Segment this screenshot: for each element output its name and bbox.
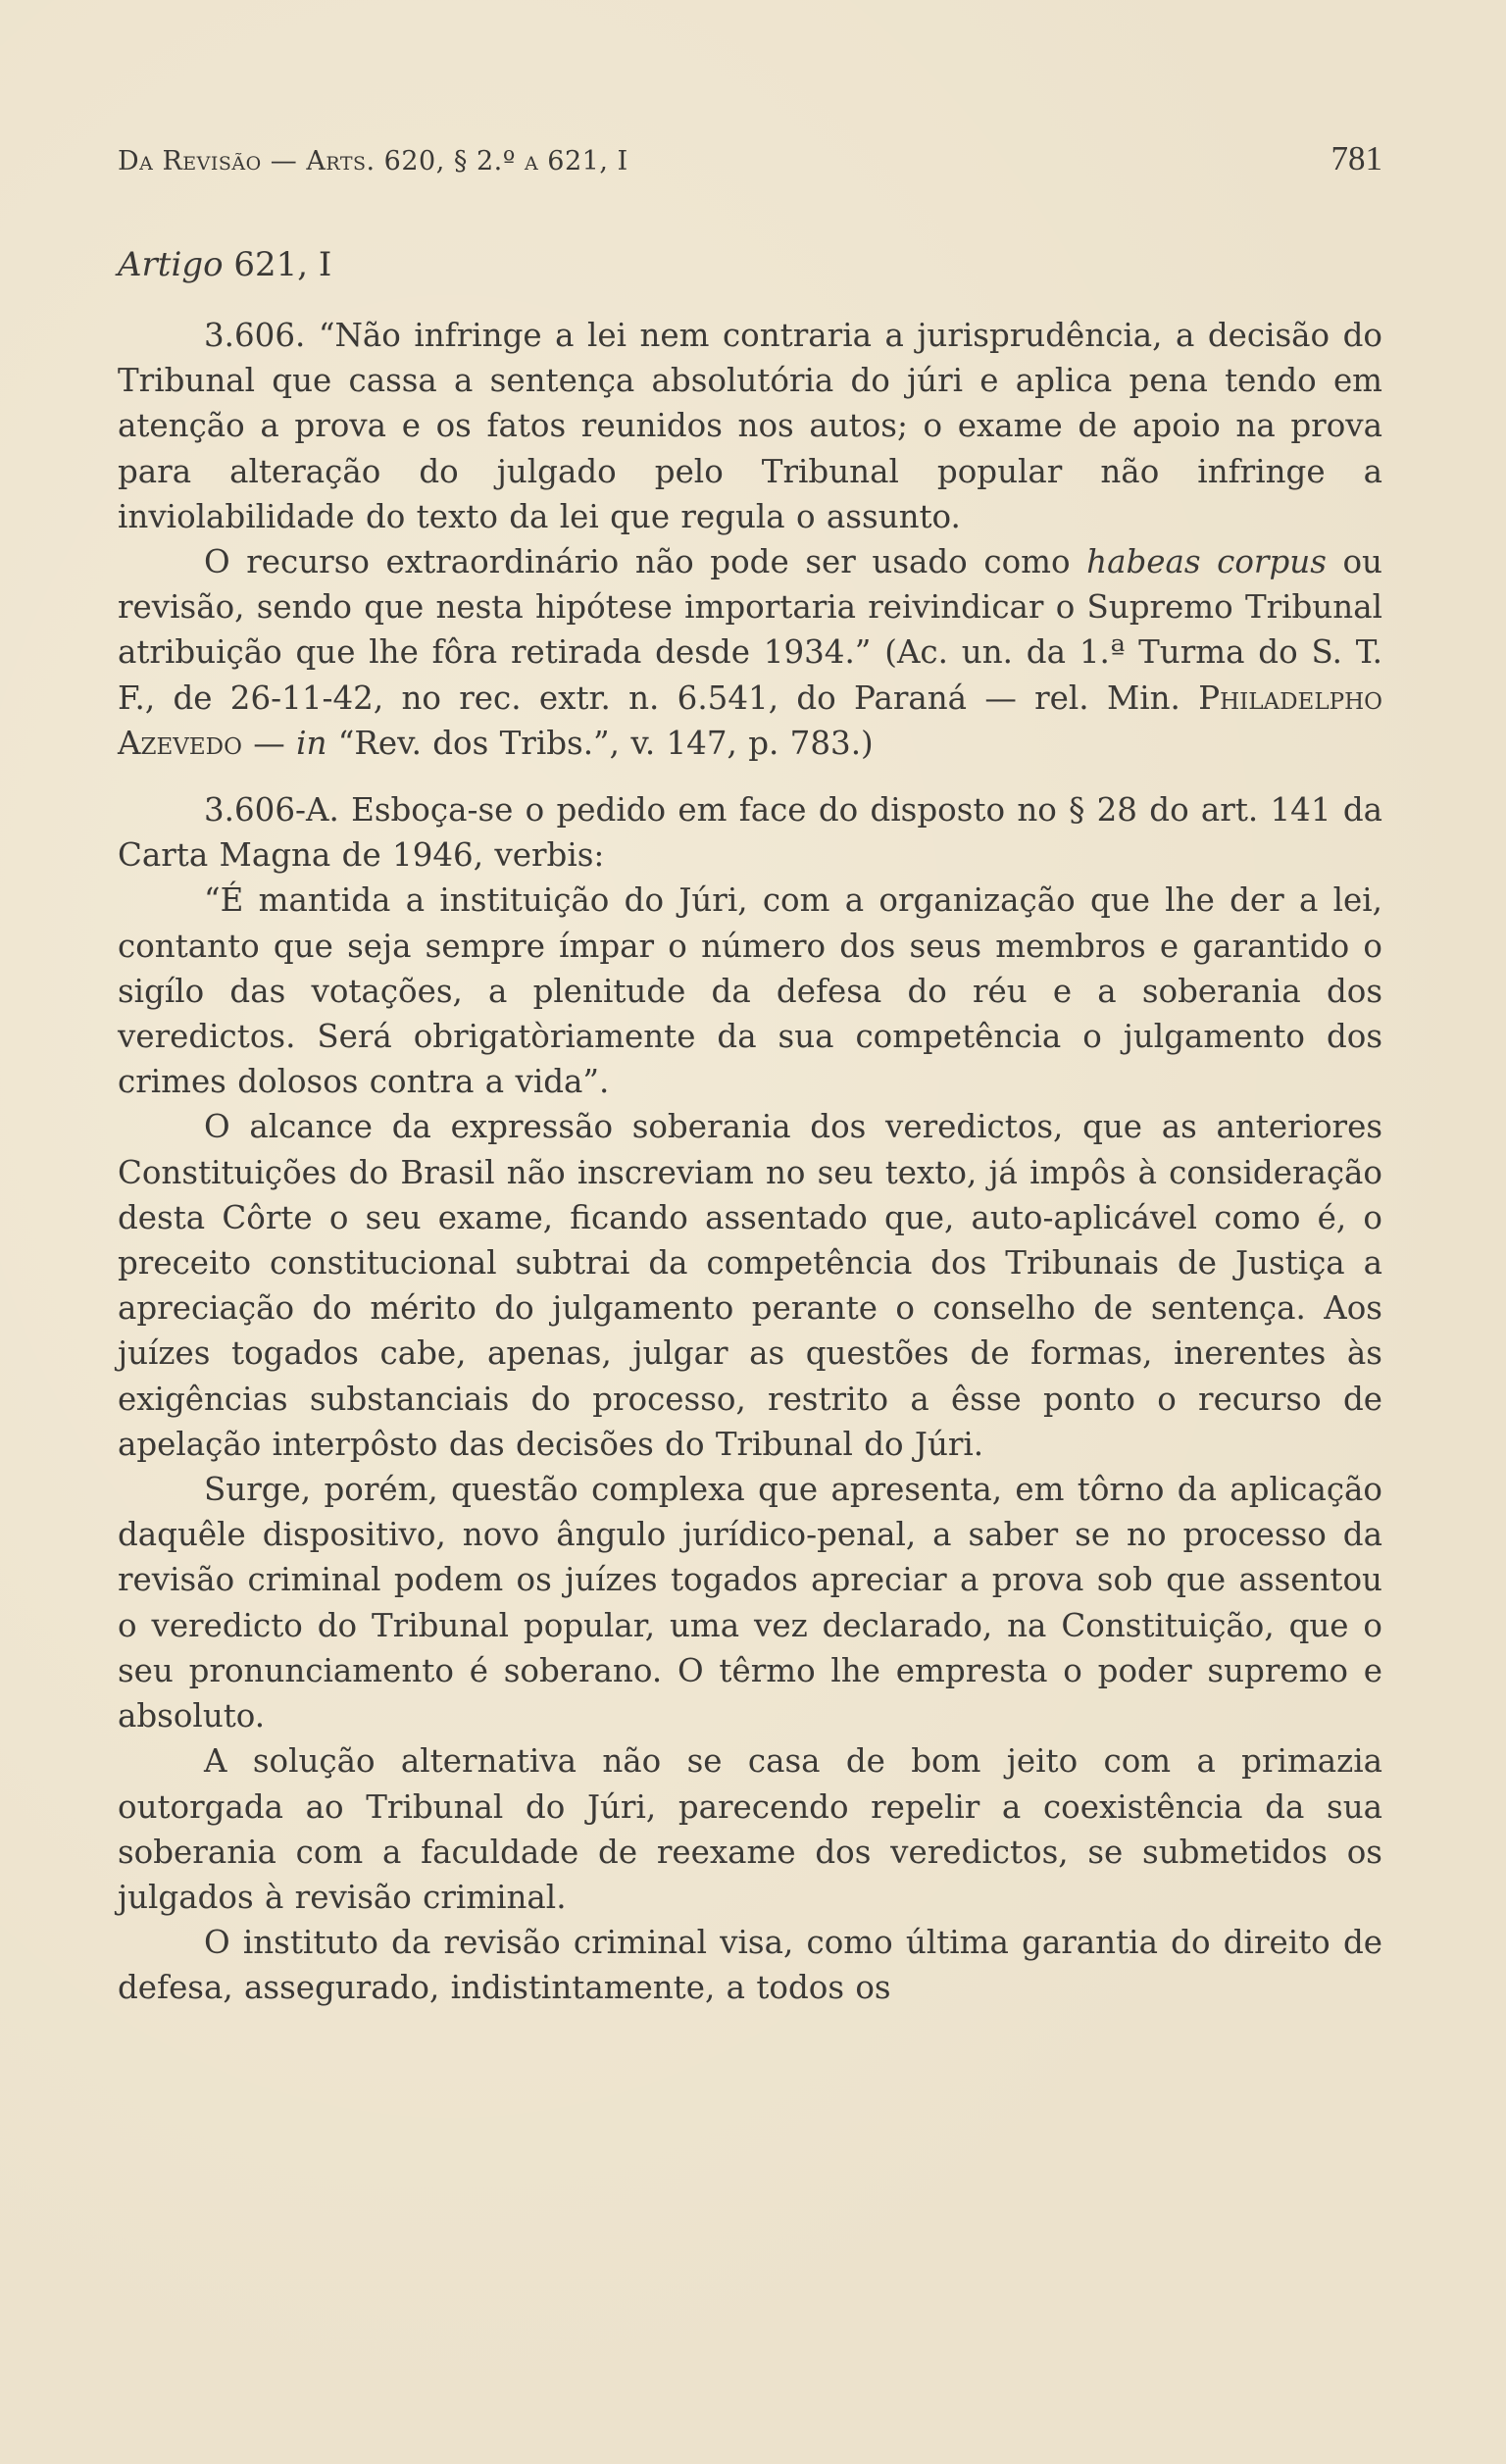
book-page <box>118 139 1382 2011</box>
page-number: 781 <box>1330 139 1382 177</box>
body-text <box>118 313 1382 2011</box>
running-head <box>118 139 1382 188</box>
paragraph <box>118 539 1382 766</box>
paragraph-text-segment: O recurso extraordinário não pode ser usado como <box>204 543 1087 581</box>
running-title: Da Revisão — Arts. 620, § 2.º a 621, I <box>118 146 628 176</box>
paragraph-text-segment: A solução alternativa não se casa de bom jeito com a primazia outorgada ao Tribunal do Júri, parecendo repelir a coexistência da sua soberania com a faculdade de reexame dos veredictos, se submetidos os julgados à revisão criminal. <box>118 1742 1382 1916</box>
paragraph <box>118 1467 1382 1738</box>
paragraph <box>118 313 1382 539</box>
paragraph-text-segment: ou revisão, sendo que nesta hipótese importaria reivindicar o Supremo Tribunal atribuição que lhe fôra retirada desde 1934.” (Ac. un. da 1.ª Turma do S. T. F., de 26-11-42, no rec. extr. n. 6.541, do Paraná — rel. Min. <box>118 543 1382 717</box>
paragraph-text-segment: in <box>296 724 327 762</box>
paragraph-text-segment: “Rev. dos Tribs.”, v. 147, p. 783.) <box>326 724 874 762</box>
section-heading-label: Artigo <box>118 245 224 284</box>
paragraph-text-segment: “É mantida a instituição do Júri, com a organização que lhe der a lei, contanto que seja sempre ímpar o número dos seus membros e garantido o sigílo das votações, a plenitude da defesa do réu e a soberania dos veredictos. Será obrigatòriamente da sua competência o julgamento dos crimes dolosos contra a vida”. <box>118 881 1382 1101</box>
paragraph <box>118 1920 1382 2010</box>
paragraph-text-segment: 3.606. “Não infringe a lei nem contraria a jurisprudência, a decisão do Tribunal que cassa a sentença absolutória do júri e aplica pena tendo em atenção a prova e os fatos reunidos nos autos; o exame de apoio na prova para alteração do julgado pelo Tribunal popular não infringe a inviolabilidade do texto da lei que regula o assunto. <box>118 317 1382 535</box>
paragraph <box>118 878 1382 1104</box>
paragraph-text-segment: Philadelpho Azevedo <box>118 679 1382 762</box>
paragraph-text-segment: habeas corpus <box>1086 543 1327 581</box>
paragraph-text-segment: — <box>241 724 297 762</box>
paragraph <box>118 787 1382 878</box>
section-heading <box>118 242 1382 287</box>
paragraph-text-segment: O instituto da revisão criminal visa, como última garantia do direito de defesa, assegurado, indistintamente, a todos os <box>118 1924 1382 2007</box>
paragraph-text-segment: 3.606-A. Esboça-se o pedido em face do disposto no § 28 do art. 141 da Carta Magna de 1946, verbis: <box>118 791 1382 875</box>
paragraph <box>118 1104 1382 1467</box>
section-heading-number: 621, I <box>223 245 332 284</box>
paragraph <box>118 1738 1382 1920</box>
paragraph-text-segment: Surge, porém, questão complexa que apresenta, em tôrno da aplicação daquêle dispositivo, novo ângulo jurídico-penal, a saber se no processo da revisão criminal podem os juízes togados apreciar a prova sob que assentou o veredicto do Tribunal popular, uma vez declarado, na Constituição, que o seu pronunciamento é soberano. O têrmo lhe empresta o poder supremo e absoluto. <box>118 1471 1382 1735</box>
paragraph-text-segment: O alcance da expressão soberania dos veredictos, que as anteriores Constituições do Brasil não inscreviam no seu texto, já impôs à consideração desta Côrte o seu exame, ficando assentado que, auto-aplicável como é, o preceito constitucional subtrai da competência dos Tribunais de Justiça a apreciação do mérito do julgamento perante o conselho de sentença. Aos juízes togados cabe, apenas, julgar as questões de formas, inerentes às exigências substanciais do processo, restrito a êsse ponto o recurso de apelação interpôsto das decisões do Tribunal do Júri. <box>118 1108 1382 1463</box>
